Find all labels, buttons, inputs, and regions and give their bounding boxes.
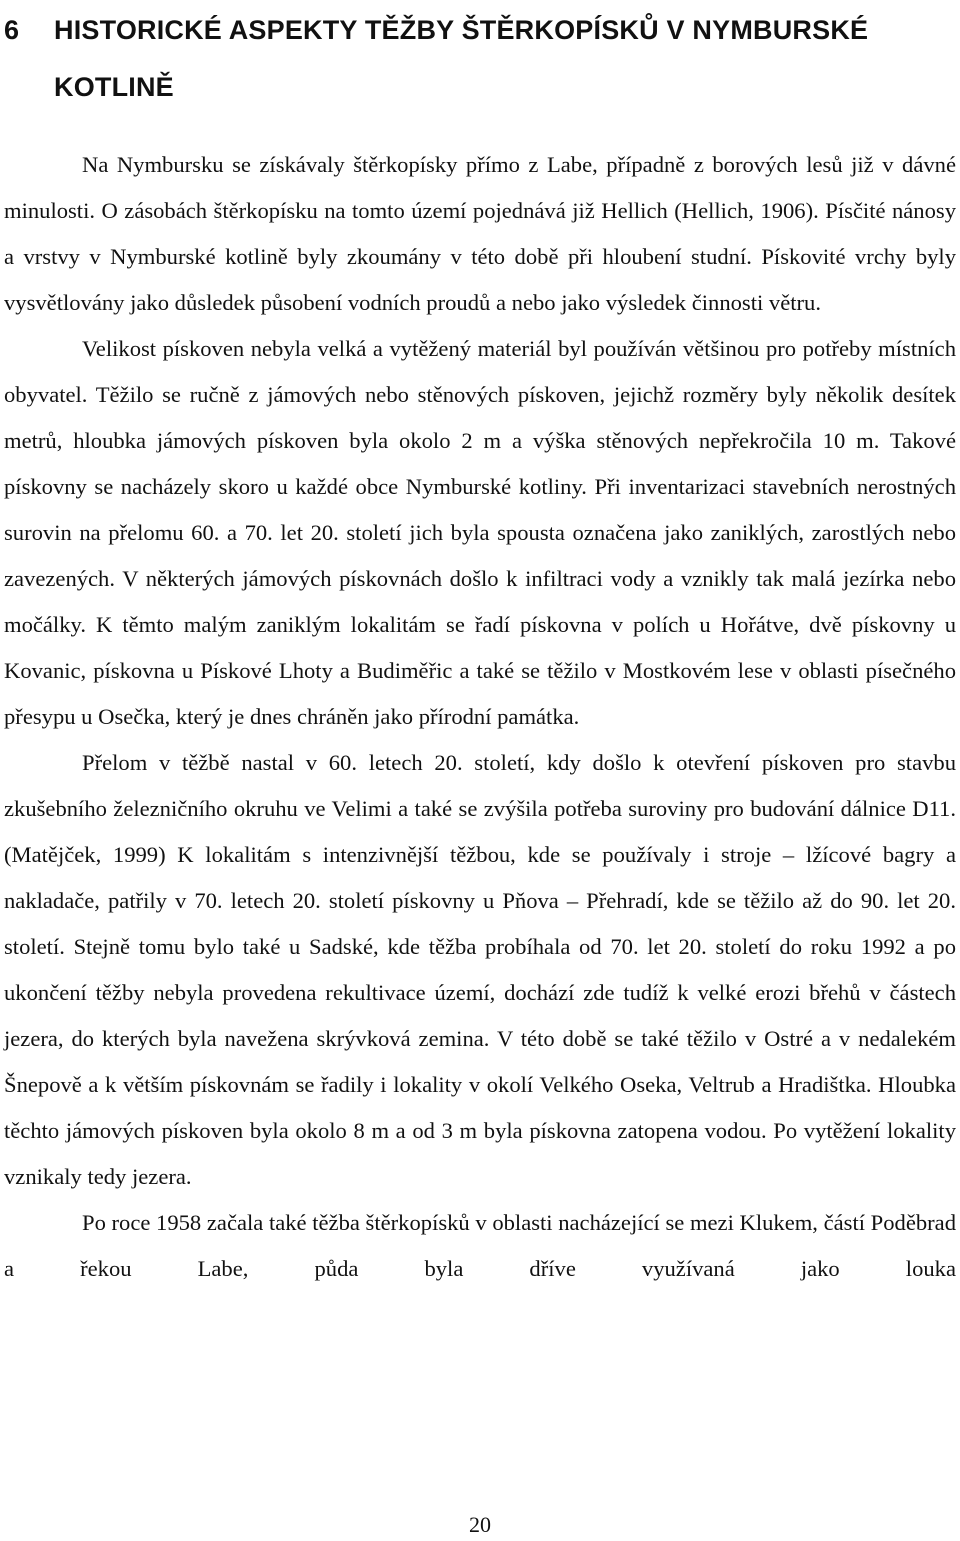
body-text	[4, 142, 956, 1292]
paragraph-4: Po roce 1958 začala také těžba štěrkopísků v oblasti nacházející se mezi Klukem, částí Poděbrad a řekou Labe, půda byla dříve využívaná jako louka	[4, 1210, 956, 1281]
chapter-heading	[4, 0, 956, 116]
chapter-title: HISTORICKÉ ASPEKTY TĚŽBY ŠTĚRKOPÍSKŮ V NYMBURSKÉ KOTLINĚ	[54, 15, 869, 102]
chapter-number: 6	[4, 15, 20, 45]
page-number: 20	[469, 1512, 491, 1537]
document-page	[4, 0, 956, 1292]
paragraph-1: Na Nymbursku se získávaly štěrkopísky přímo z Labe, případně z borových lesů již v dávné minulosti. O zásobách štěrkopísku na tomto území pojednává již Hellich (Hellich, 1906). Písčité nánosy a vrstvy v Nymburské kotlině byly zkoumány v této době při hloubení studní. Pískovité vrchy byly vysvětlovány jako důsledek působení vodních proudů a nebo jako výsledek činnosti větru.	[4, 152, 956, 315]
paragraph-3: Přelom v těžbě nastal v 60. letech 20. století, kdy došlo k otevření pískoven pro stavbu zkušebního železničního okruhu ve Velimi a také se zvýšila potřeba suroviny pro budování dálnice D11. (Matějček, 1999) K lokalitám s intenzivnější těžbou, kde se používaly i stroje – lžícové bagry a nakladače, patřily v 70. letech 20. století pískovny u Pňova – Přehradí, kde se těžilo až do 90. let 20. století. Stejně tomu bylo také u Sadské, kde těžba probíhala od 70. let 20. století do roku 1992 a po ukončení těžby nebyla provedena rekultivace území, dochází zde tudíž k velké erozi břehů v částech jezera, do kterých byla navežena skrývková zemina. V této době se také těžilo v Ostré a v nedalekém Šnepově a k větším pískovnám se řadily i lokality v okolí Velkého Oseka, Veltrub a Hradištka. Hloubka těchto jámových pískoven byla okolo 8 m a od 3 m byla pískovna zatopena vodou. Po vytěžení lokality vznikaly tedy jezera.	[4, 750, 956, 1189]
paragraph-2: Velikost pískoven nebyla velká a vytěžený materiál byl používán většinou pro potřeby místních obyvatel. Těžilo se ručně z jámových nebo stěnových pískoven, jejichž rozměry byly několik desítek metrů, hloubka jámových pískoven byla okolo 2 m a výška stěnových nepřekročila 10 m. Takové pískovny se nacházely skoro u každé obce Nymburské kotliny. Při inventarizaci stavebních nerostných surovin na přelomu 60. a 70. let 20. století jich byla spousta označena jako zaniklých, zarostlých nebo zavezených. V některých jámových pískovnách došlo k infiltraci vody a vznikly tak malá jezírka nebo močálky. K těmto malým zaniklým lokalitám se řadí pískovna v polích u Hořátve, dvě pískovny u Kovanic, pískovna u Pískové Lhoty a Budiměřic a také se těžilo v Mostkovém lese v oblasti písečného přesypu u Osečka, který je dnes chráněn jako přírodní památka.	[4, 336, 956, 729]
